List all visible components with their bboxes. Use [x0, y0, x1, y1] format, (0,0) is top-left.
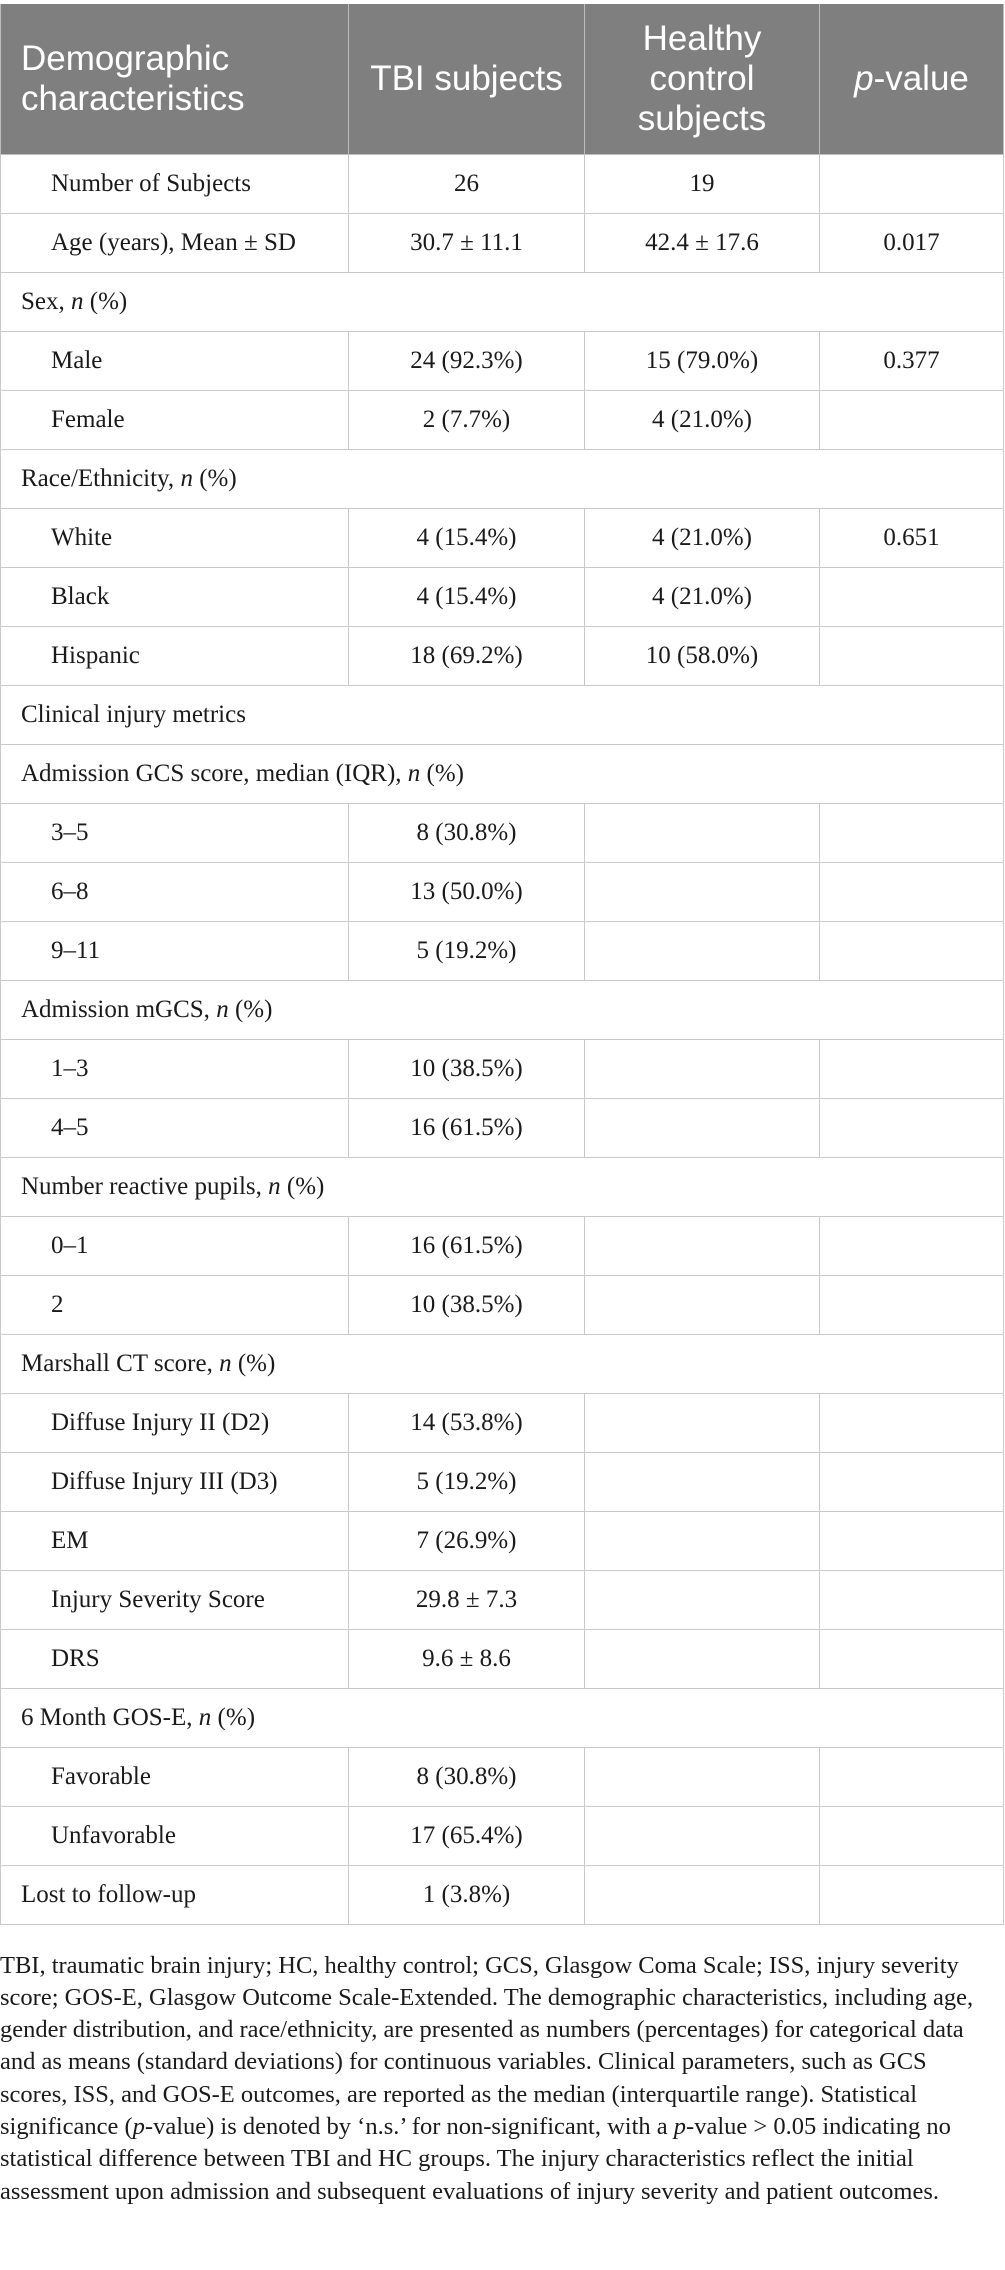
footnote-p-italic-1: p — [132, 2112, 145, 2140]
header-demographic-characteristics: Demographic characteristics — [1, 4, 349, 155]
table-row — [1, 214, 1004, 273]
table-row — [1, 1748, 1004, 1807]
table-row — [1, 1394, 1004, 1453]
group-label-italic: n — [268, 1173, 281, 1200]
tbi-value: 16 (61.5%) — [349, 1217, 585, 1276]
header-p-italic: p — [854, 59, 874, 98]
hc-value: 4 (21.0%) — [585, 391, 820, 450]
footnote-part-1: TBI, traumatic brain injury; HC, healthy control; GCS, Glasgow Coma Scale; ISS, injury severity score; GOS-E, Glasgow Outcome Scale-Extended. The demographic characteristics, including age, gender distribution, and race/ethnicity, are presented as numbers (percentages) for categorical data and as means (standard deviations) for continuous variables. Clinical parameters, such as GCS scores, ISS, and GOS-E outcomes, are reported as the median (interquartile range). Statistical significance ( — [0, 1951, 974, 2140]
table-row — [1, 922, 1004, 981]
tbi-value: 18 (69.2%) — [349, 627, 585, 686]
group-label-italic: n — [216, 996, 229, 1023]
p-value — [820, 1866, 1004, 1925]
row-label: White — [1, 509, 349, 568]
group-label-text: Race/Ethnicity, — [21, 465, 181, 492]
group-label-italic: n — [198, 1704, 212, 1731]
group-label-italic: n — [71, 288, 84, 315]
p-value: 0.017 — [820, 214, 1004, 273]
table-row — [1, 863, 1004, 922]
header-row — [1, 4, 1004, 155]
table-row — [1, 391, 1004, 450]
hc-value — [585, 1040, 820, 1099]
hc-value: 42.4 ± 17.6 — [585, 214, 820, 273]
row-label: Male — [1, 332, 349, 391]
row-label: Number of Subjects — [1, 155, 349, 214]
footnote-part-3: -value > 0.05 indicating no statistical difference between TBI and HC groups. The injury characteristics reflect the initial assessment upon admission and subsequent evaluations of injury severity and patient outcomes. — [0, 2112, 951, 2205]
hc-value: 4 (21.0%) — [585, 568, 820, 627]
tbi-value: 7 (26.9%) — [349, 1512, 585, 1571]
hc-value: 10 (58.0%) — [585, 627, 820, 686]
table-row — [1, 1630, 1004, 1689]
row-label: Age (years), Mean ± SD — [1, 214, 349, 273]
hc-value — [585, 1630, 820, 1689]
p-value — [820, 863, 1004, 922]
row-label: EM — [1, 1512, 349, 1571]
group-header-row — [1, 273, 1004, 332]
tbi-value: 5 (19.2%) — [349, 922, 585, 981]
table-footnote — [0, 1950, 1000, 2208]
group-label — [1, 981, 1004, 1040]
table-row — [1, 1866, 1004, 1925]
table-row — [1, 568, 1004, 627]
row-label: 3–5 — [1, 804, 349, 863]
p-value: 0.377 — [820, 332, 1004, 391]
table-row — [1, 332, 1004, 391]
tbi-value: 16 (61.5%) — [349, 1099, 585, 1158]
tbi-value: 10 (38.5%) — [349, 1040, 585, 1099]
hc-value: 15 (79.0%) — [585, 332, 820, 391]
row-label: 0–1 — [1, 1217, 349, 1276]
group-header-row — [1, 1158, 1004, 1217]
group-header-row — [1, 686, 1004, 745]
tbi-value: 1 (3.8%) — [349, 1866, 585, 1925]
demographics-table — [0, 4, 1004, 1925]
group-label-italic: n — [407, 760, 421, 787]
group-label — [1, 1335, 1004, 1394]
p-value — [820, 1630, 1004, 1689]
table-row — [1, 804, 1004, 863]
tbi-value: 29.8 ± 7.3 — [349, 1571, 585, 1630]
group-label — [1, 745, 1004, 804]
p-value — [820, 1394, 1004, 1453]
hc-value — [585, 863, 820, 922]
group-label-text: Marshall CT score, — [21, 1350, 220, 1377]
footnote-part-2: -value) is denoted by ‘n.s.’ for non-significant, with a — [144, 2112, 674, 2140]
p-value — [820, 1453, 1004, 1512]
p-value — [820, 1040, 1004, 1099]
row-label: Injury Severity Score — [1, 1571, 349, 1630]
hc-value — [585, 1099, 820, 1158]
table-row — [1, 1571, 1004, 1630]
group-label — [1, 273, 1004, 332]
row-label: DRS — [1, 1630, 349, 1689]
header-tbi-subjects: TBI subjects — [349, 4, 585, 155]
table-row — [1, 155, 1004, 214]
p-value — [820, 1276, 1004, 1335]
tbi-value: 24 (92.3%) — [349, 332, 585, 391]
tbi-value: 8 (30.8%) — [349, 804, 585, 863]
table-row — [1, 1099, 1004, 1158]
tbi-value: 17 (65.4%) — [349, 1807, 585, 1866]
row-label: 2 — [1, 1276, 349, 1335]
table-row — [1, 1040, 1004, 1099]
group-header-row — [1, 981, 1004, 1040]
hc-value — [585, 1512, 820, 1571]
group-header-row — [1, 1689, 1004, 1748]
hc-value — [585, 1276, 820, 1335]
row-label: 6–8 — [1, 863, 349, 922]
p-value — [820, 1748, 1004, 1807]
group-label-suffix: (%) — [192, 465, 237, 492]
table-row — [1, 1276, 1004, 1335]
row-label: 4–5 — [1, 1099, 349, 1158]
table-row — [1, 1453, 1004, 1512]
header-p-suffix: -value — [873, 59, 969, 98]
group-label-text: Clinical injury metrics — [21, 701, 246, 728]
row-label: 1–3 — [1, 1040, 349, 1099]
row-label: Black — [1, 568, 349, 627]
hc-value — [585, 1866, 820, 1925]
row-label: Unfavorable — [1, 1807, 349, 1866]
group-label-suffix: (%) — [280, 1173, 325, 1200]
group-label-text: Admission GCS score, median (IQR), — [21, 760, 408, 787]
group-label-suffix: (%) — [83, 288, 128, 315]
tbi-value: 30.7 ± 11.1 — [349, 214, 585, 273]
group-label-italic: n — [180, 465, 193, 492]
p-value — [820, 804, 1004, 863]
p-value: 0.651 — [820, 509, 1004, 568]
tbi-value: 9.6 ± 8.6 — [349, 1630, 585, 1689]
tbi-value: 14 (53.8%) — [349, 1394, 585, 1453]
row-label: Female — [1, 391, 349, 450]
group-label — [1, 450, 1004, 509]
p-value — [820, 922, 1004, 981]
group-label — [1, 686, 1004, 745]
group-label-italic: n — [219, 1350, 232, 1377]
tbi-value: 8 (30.8%) — [349, 1748, 585, 1807]
table-row — [1, 1512, 1004, 1571]
footnote-p-italic-2: p — [673, 2112, 687, 2140]
tbi-value: 4 (15.4%) — [349, 568, 585, 627]
p-value — [820, 155, 1004, 214]
row-label: Favorable — [1, 1748, 349, 1807]
tbi-value: 26 — [349, 155, 585, 214]
hc-value — [585, 1217, 820, 1276]
hc-value — [585, 922, 820, 981]
tbi-value: 4 (15.4%) — [349, 509, 585, 568]
header-p-value — [820, 4, 1004, 155]
group-label-text: Sex, — [21, 288, 71, 315]
row-label: Lost to follow-up — [1, 1866, 349, 1925]
group-header-row — [1, 1335, 1004, 1394]
hc-value: 19 — [585, 155, 820, 214]
p-value — [820, 1512, 1004, 1571]
hc-value — [585, 1394, 820, 1453]
hc-value — [585, 1453, 820, 1512]
group-label-text: Number reactive pupils, — [21, 1173, 269, 1200]
table-row — [1, 1807, 1004, 1866]
hc-value — [585, 804, 820, 863]
tbi-value: 13 (50.0%) — [349, 863, 585, 922]
row-label: 9–11 — [1, 922, 349, 981]
p-value — [820, 1217, 1004, 1276]
p-value — [820, 1571, 1004, 1630]
p-value — [820, 1807, 1004, 1866]
hc-value — [585, 1748, 820, 1807]
group-label-text: Admission mGCS, — [21, 996, 217, 1023]
p-value — [820, 568, 1004, 627]
group-label — [1, 1689, 1004, 1748]
row-label: Hispanic — [1, 627, 349, 686]
tbi-value: 10 (38.5%) — [349, 1276, 585, 1335]
group-label-suffix: (%) — [420, 760, 465, 787]
tbi-value: 2 (7.7%) — [349, 391, 585, 450]
table-row — [1, 627, 1004, 686]
table-row — [1, 509, 1004, 568]
hc-value — [585, 1571, 820, 1630]
table-header — [1, 4, 1004, 155]
header-healthy-control-subjects: Healthy control subjects — [585, 4, 820, 155]
row-label: Diffuse Injury III (D3) — [1, 1453, 349, 1512]
group-label-suffix: (%) — [228, 996, 273, 1023]
group-header-row — [1, 745, 1004, 804]
table-row — [1, 1217, 1004, 1276]
tbi-value: 5 (19.2%) — [349, 1453, 585, 1512]
group-label — [1, 1158, 1004, 1217]
p-value — [820, 627, 1004, 686]
p-value — [820, 1099, 1004, 1158]
group-label-suffix: (%) — [231, 1350, 276, 1377]
table-body — [1, 155, 1004, 1925]
hc-value — [585, 1807, 820, 1866]
group-header-row — [1, 450, 1004, 509]
p-value — [820, 391, 1004, 450]
row-label: Diffuse Injury II (D2) — [1, 1394, 349, 1453]
hc-value: 4 (21.0%) — [585, 509, 820, 568]
group-label-text: 6 Month GOS-E, — [21, 1704, 199, 1731]
group-label-suffix: (%) — [211, 1704, 256, 1731]
